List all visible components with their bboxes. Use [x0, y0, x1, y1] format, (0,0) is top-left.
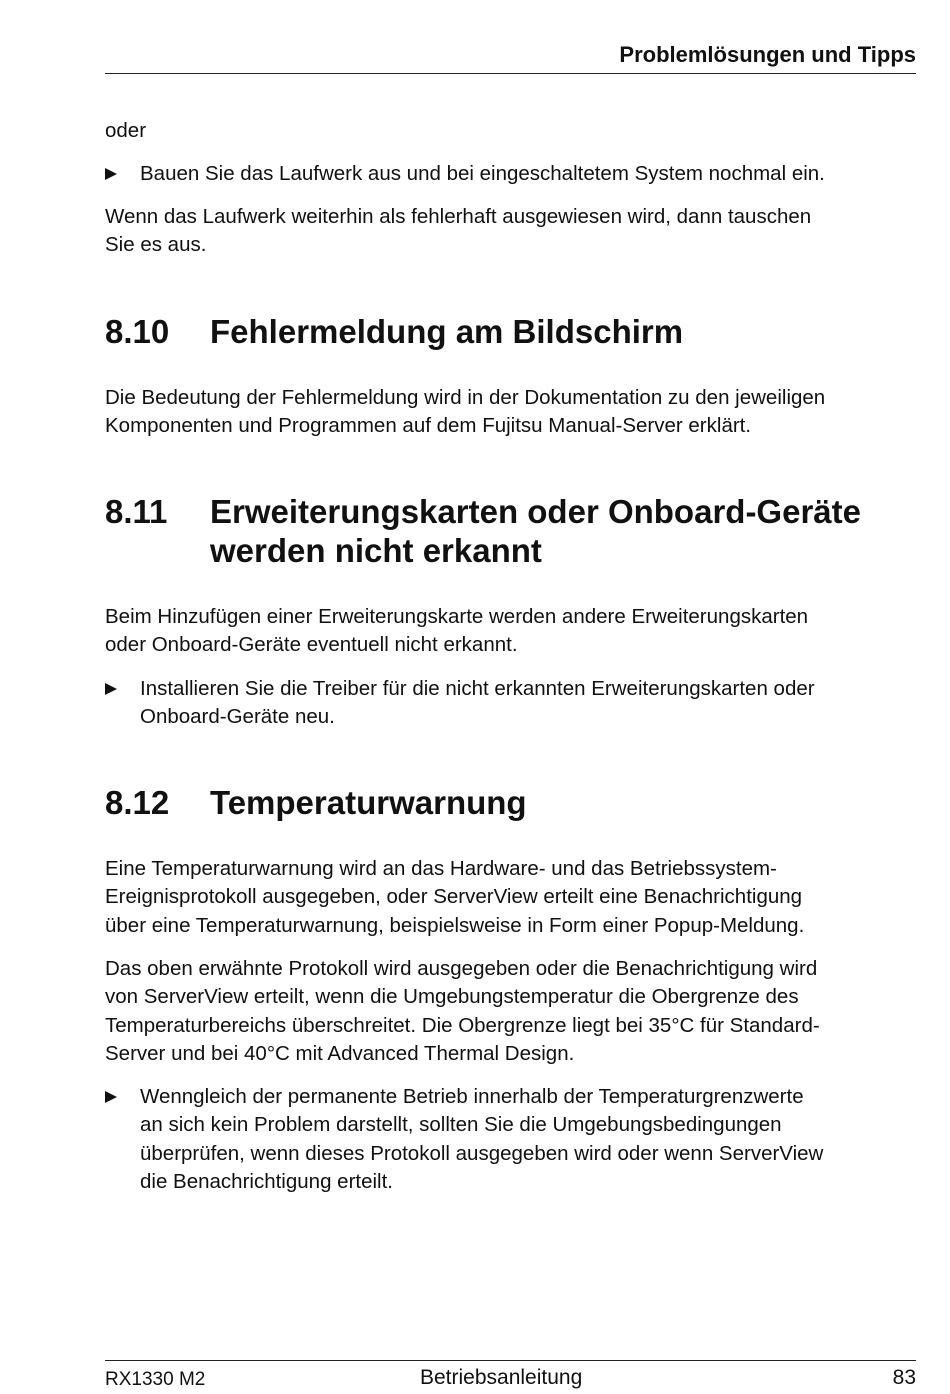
footer-doc-title: Betriebsanleitung	[420, 1366, 583, 1389]
title-line: werden nicht erkannt	[210, 532, 542, 569]
intro-paragraph	[105, 203, 920, 260]
text-line: Server und bei 40°C mit Advanced Thermal Design.	[105, 1041, 575, 1065]
section-title	[210, 312, 683, 351]
section-8-10-paragraph	[105, 384, 920, 441]
text-line: Temperaturbereichs überschreitet. Die Obergrenze liegt bei 35°C für Standard-	[105, 1013, 820, 1037]
section-8-12-paragraph-2	[105, 955, 920, 1068]
title-line: Erweiterungskarten oder Onboard-Geräte	[210, 493, 861, 530]
text-line: Bauen Sie das Laufwerk aus und bei eingeschaltetem System nochmal ein.	[140, 162, 825, 185]
text-line: Sie es aus.	[105, 233, 207, 257]
intro-oder-text	[105, 117, 920, 145]
section-title	[210, 783, 527, 822]
header-divider	[105, 73, 916, 74]
text-line: Eine Temperaturwarnung wird an das Hardware- und das Betriebssystem-	[105, 857, 777, 880]
title-line: Temperaturwarnung	[210, 784, 527, 821]
text-line: von ServerView erteilt, wenn die Umgebungstemperatur die Obergrenze des	[105, 985, 799, 1009]
text-line: Die Bedeutung der Fehlermeldung wird in der Dokumentation zu den jeweiligen	[105, 386, 826, 409]
text-line: die Benachrichtigung erteilt.	[140, 1169, 393, 1193]
triangle-right-icon	[105, 1083, 119, 1111]
title-line: Fehlermeldung am Bildschirm	[210, 313, 684, 350]
bullet-text	[140, 160, 825, 188]
text-line: Installieren Sie die Treiber für die nicht erkannten Erweiterungskarten oder	[140, 677, 815, 700]
triangle-right-icon	[105, 160, 119, 188]
section-title	[210, 492, 861, 570]
text-line: Das oben erwähnte Protokoll wird ausgegeben oder die Benachrichtigung wird	[105, 957, 818, 980]
bullet-text	[140, 1083, 823, 1196]
footer-divider	[105, 1360, 916, 1361]
bullet-text	[140, 675, 815, 732]
text-line: Wenngleich der permanente Betrieb innerhalb der Temperaturgrenzwerte	[140, 1085, 804, 1108]
section-number: 8.11	[105, 493, 168, 530]
text-line: Ereignisprotokoll ausgegeben, oder ServerView erteilt eine Benachrichtigung	[105, 885, 803, 909]
running-header-title: Problemlösungen und Tipps	[619, 42, 916, 67]
text-line: Komponenten und Programmen auf dem Fujitsu Manual-Server erklärt.	[105, 414, 752, 438]
text-line: oder Onboard-Geräte eventuell nicht erkannt.	[105, 633, 518, 657]
section-8-11-paragraph	[105, 603, 920, 660]
text-line: überprüfen, wenn dieses Protokoll ausgegeben wird oder wenn ServerView	[140, 1141, 824, 1165]
text-line: über eine Temperaturwarnung, beispielsweise in Form einer Popup-Meldung.	[105, 913, 805, 937]
text-line: Wenn das Laufwerk weiterhin als fehlerhaft ausgewiesen wird, dann tauschen	[105, 205, 812, 228]
footer-model: RX1330 M2	[105, 1369, 206, 1390]
triangle-right-icon	[105, 675, 119, 703]
page-number: 83	[892, 1366, 916, 1389]
text-line: Onboard-Geräte neu.	[140, 705, 335, 729]
text-line: Beim Hinzufügen einer Erweiterungskarte werden andere Erweiterungskarten	[105, 605, 809, 628]
text-line: oder	[105, 119, 147, 142]
section-number: 8.12	[105, 784, 170, 821]
section-8-12-paragraph-1	[105, 855, 920, 940]
section-number: 8.10	[105, 313, 170, 350]
text-line: an sich kein Problem darstellt, sollten Sie die Umgebungsbedingungen	[140, 1113, 782, 1137]
